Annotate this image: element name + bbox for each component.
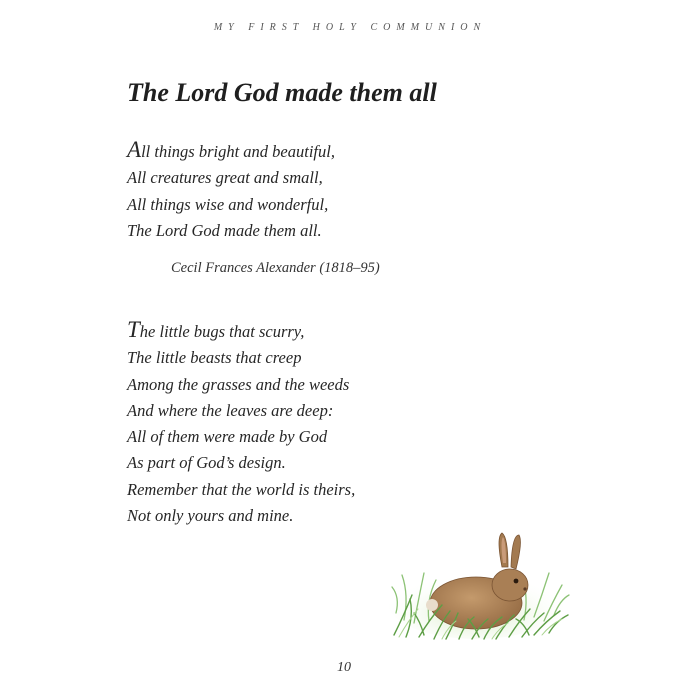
poem-title: The Lord God made them all xyxy=(127,78,437,107)
poem-line: And where the leaves are deep: xyxy=(127,400,334,420)
running-header: MY FIRST HOLY COMMUNION xyxy=(213,22,487,33)
page-number-text: 10 xyxy=(337,660,351,675)
poem-line: Not only yours and mine. xyxy=(127,506,294,526)
poem-attribution: Cecil Frances Alexander (1818–95) xyxy=(171,260,380,276)
poem-line: All of them were made by God xyxy=(127,427,328,447)
poem-line: The little beasts that creep xyxy=(127,348,302,368)
poem-line: Remember that the world is theirs, xyxy=(127,479,356,499)
poem-line: All creatures great and small, xyxy=(127,168,323,188)
page-number xyxy=(0,660,700,676)
poem-line: All things bright and beautiful, xyxy=(127,137,335,162)
poem-line: The little bugs that scurry, xyxy=(127,317,305,342)
rabbit-in-grass-illustration xyxy=(384,525,574,645)
poem-stanza-2 xyxy=(127,317,355,529)
poem-stanza-1 xyxy=(127,137,335,244)
poem-line: As part of God’s design. xyxy=(127,453,286,473)
poem-line: The Lord God made them all. xyxy=(127,220,322,240)
poem-line: Among the grasses and the weeds xyxy=(127,374,350,394)
poem-line: All things wise and wonderful, xyxy=(127,194,329,214)
